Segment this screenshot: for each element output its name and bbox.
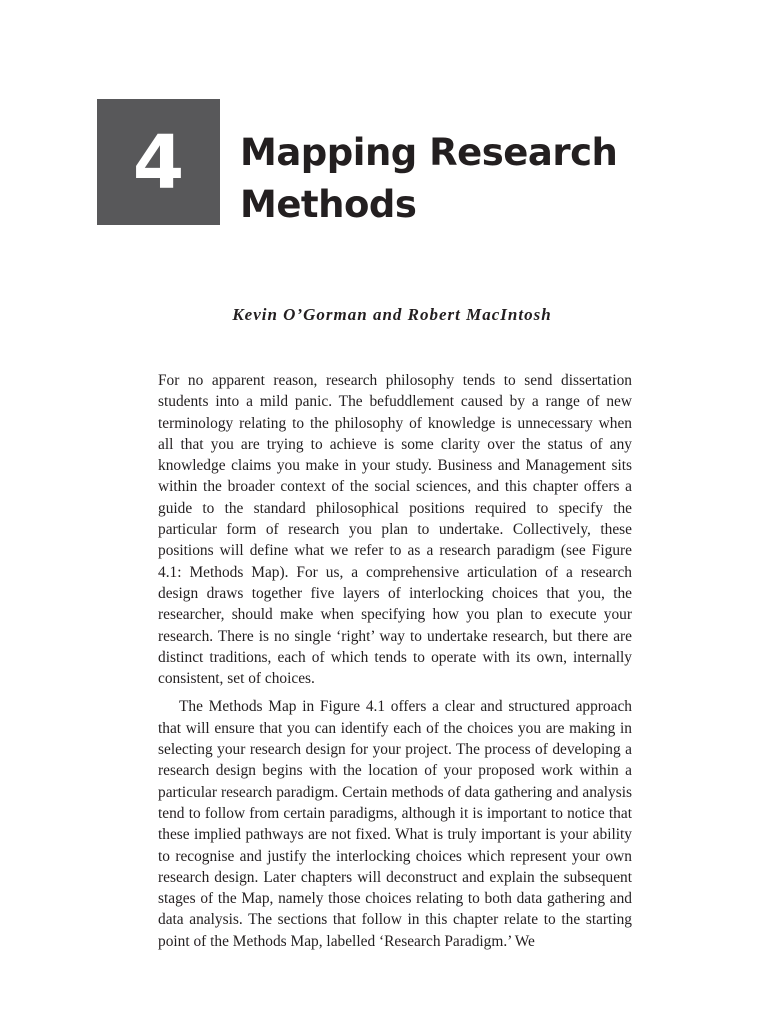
chapter-title-line-2: Methods <box>240 183 417 226</box>
chapter-authors: Kevin O’Gorman and Robert MacIntosh <box>232 305 552 324</box>
chapter-body <box>158 370 632 959</box>
chapter-number: 4 <box>132 120 185 206</box>
chapter-title-line-1: Mapping Research <box>240 131 618 174</box>
body-paragraph-2: The Methods Map in Figure 4.1 offers a clear and structured approach that will ensure that you can identify each of the choices you are making in selecting your research design for your project. The process of developing a research design begins with the location of your proposed work within a particular research paradigm. Certain methods of data gathering and analysis tend to follow from certain paradigms, although it is important to notice that these implied pathways are not fixed. What is truly important is your ability to recognise and justify the interlocking choices which represent your own research design. Later chapters will deconstruct and explain the subsequent stages of the Map, namely those choices relating to both data gathering and data analysis. The sections that follow in this chapter relate to the starting point of the Methods Map, labelled ‘Research Paradigm.’ We <box>158 698 632 950</box>
chapter-title <box>240 127 680 231</box>
chapter-number-box <box>97 99 220 225</box>
body-paragraph-1: For no apparent reason, research philosophy tends to send dissertation students into a mild panic. The befuddlement caused by a range of new terminology relating to the philosophy of knowledge is unnecessary when all that you are trying to achieve is some clarity over the status of any knowledge claims you make in your study. Business and Management sits within the broader context of the social sciences, and this chapter offers a guide to the standard philosophical positions required to specify the particular form of research you plan to undertake. Collectively, these positions will define what we refer to as a research paradigm (see Figure 4.1: Methods Map). For us, a comprehensive articulation of a research design draws together five layers of interlocking choices that you, the researcher, should make when specifying how you plan to execute your research. There is no single ‘right’ way to undertake research, but there are distinct traditions, each of which tends to operate with its own, internally consistent, set of choices. <box>158 372 632 688</box>
